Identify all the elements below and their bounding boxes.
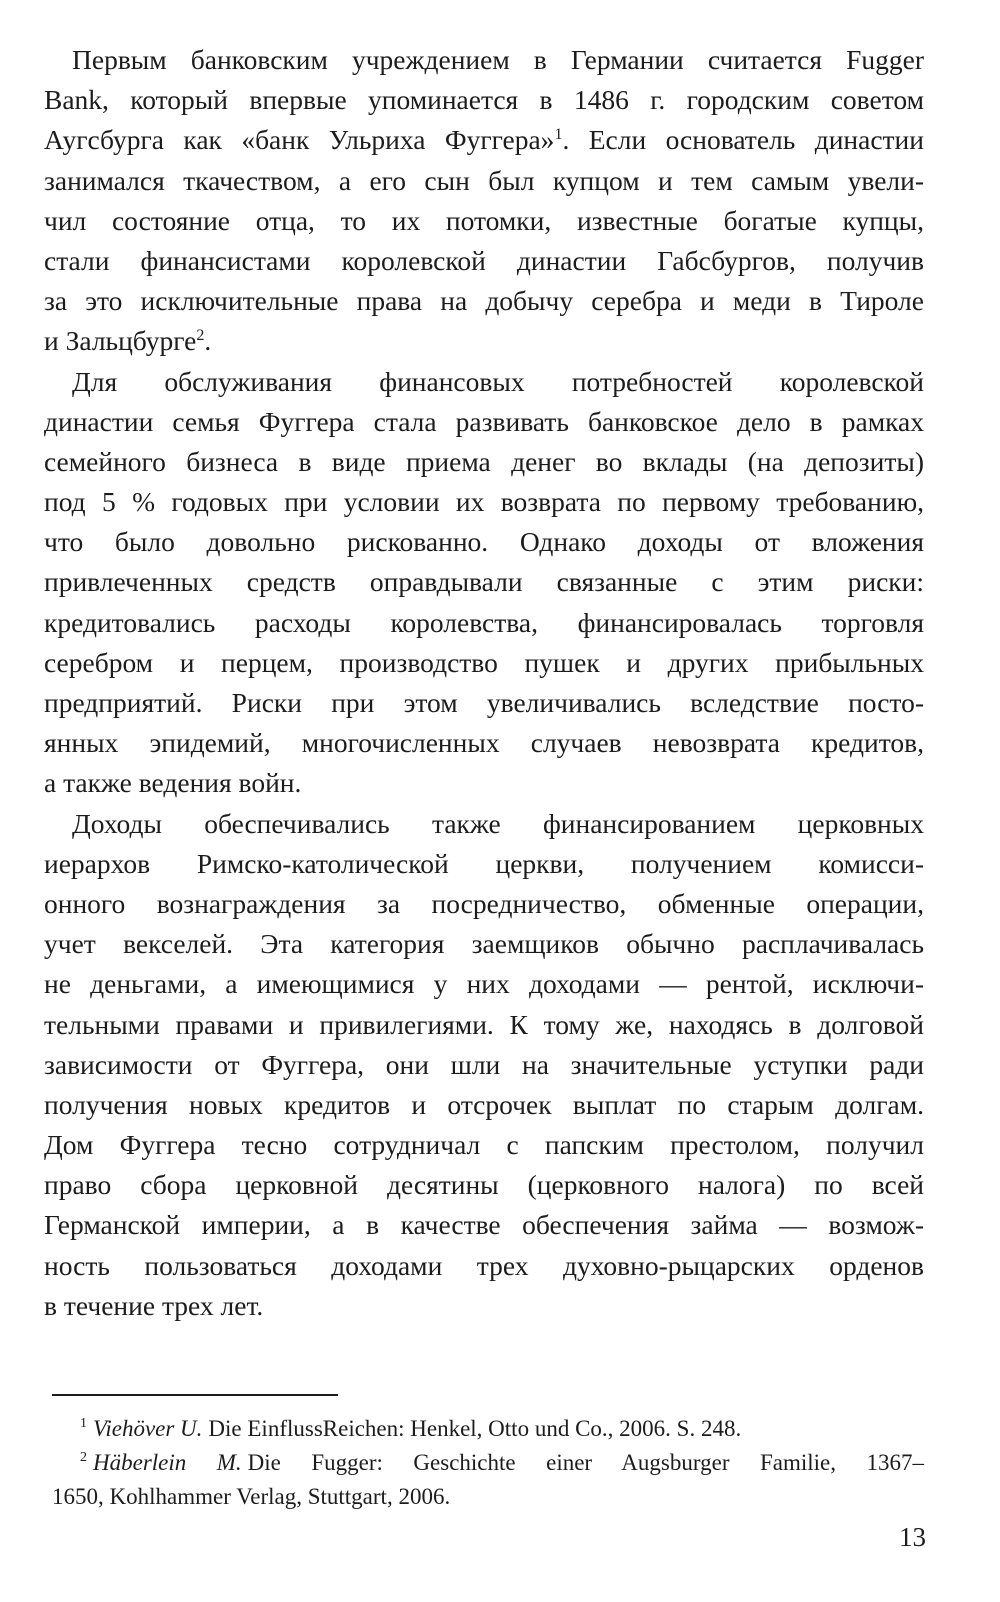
text-line: что было довольно рискованно. Однако доходы от вложения xyxy=(44,526,924,558)
text-line: учет векселей. Эта категория заемщиков обычно расплачивалась xyxy=(44,928,924,960)
text-line: Первым банковским учреждением в Германии считается Fugger xyxy=(72,44,924,75)
text-line: в течение трех лет. xyxy=(44,1289,264,1321)
text-line: онного вознаграждения за посредничество, обменные операции, xyxy=(44,887,924,919)
main-text xyxy=(44,40,924,1326)
text-line: янных эпидемий, многочисленных случаев невозврата кредитов, xyxy=(44,727,924,759)
text-line: Аугсбурга как «банк Ульриха Фуггера»$^1$. Если основатель династии xyxy=(44,124,924,156)
text-line: Дом Фуггера тесно сотрудничал с папским престолом, получил xyxy=(44,1129,924,1161)
footnote-1 xyxy=(52,1412,924,1446)
footnote-separator xyxy=(52,1394,338,1396)
text-line: Германской империи, а в качестве обеспечения займа — возмож- xyxy=(44,1209,924,1241)
footnote-ref: 1 xyxy=(554,126,563,144)
text-line: семейного бизнеса в виде приема денег во вклады (на депозиты) xyxy=(44,445,924,477)
text-line: Доходы обеспечивались также финансированием церковных xyxy=(72,807,924,839)
footnote-2-continued: 1650, Kohlhammer Verlag, Stuttgart, 2006. xyxy=(52,1484,451,1509)
text-line: тельными правами и привилегиями. К тому же, находясь в долговой xyxy=(44,1008,924,1040)
text-line: и Зальцбурге$^2$. xyxy=(44,325,212,357)
text-line: а также ведения войн. xyxy=(44,767,302,799)
text-line: ность пользоваться доходами трех духовно-рыцарских орденов xyxy=(44,1249,924,1281)
footnote-text: Die Fugger: Geschichte einer Augsburger Familie, 1367– xyxy=(247,1450,924,1475)
text-line: династии семья Фуггера стала развивать банковское дело в рамках xyxy=(44,405,924,437)
text-line: стали финансистами королевской династии Габсбургов, получив xyxy=(44,244,924,276)
paragraph-1 xyxy=(44,40,924,362)
text-line: Bank, который впервые упоминается в 1486 г. городским советом xyxy=(44,84,924,116)
text-line: зависимости от Фуггера, они шли на значительные уступки ради xyxy=(44,1048,924,1080)
footnotes xyxy=(52,1412,924,1514)
text-line: под 5 % годовых при условии их возврата по первому требованию, xyxy=(44,486,924,518)
text-line: занимался ткачеством, а его сын был купцом и тем самым увели- xyxy=(44,164,924,196)
paragraph-3 xyxy=(44,804,924,1326)
text-line: чил состояние отца, то их потомки, известные богатые купцы, xyxy=(44,204,924,236)
footnote-mark: 1 xyxy=(80,1416,87,1432)
text-line: серебром и перцем, производство пушек и других прибыльных xyxy=(44,646,924,678)
text-line: право сбора церковной десятины (церковного налога) по всей xyxy=(44,1169,924,1201)
text-line: предприятий. Риски при этом увеличивались вследствие посто- xyxy=(44,687,924,718)
text-line: получения новых кредитов и отсрочек выплат по старым долгам. xyxy=(44,1088,924,1120)
text-segment: Если основатель династии xyxy=(588,124,924,156)
page-number: 13 xyxy=(899,1522,926,1552)
footnote-2 xyxy=(52,1446,924,1480)
text-line: иерархов Римско-католической церкви, получением комисси- xyxy=(44,847,924,879)
paragraph-2 xyxy=(44,362,924,804)
footnote-ref: 2 xyxy=(196,327,205,345)
footnote-author: Viehöver U. xyxy=(93,1416,203,1441)
text-segment: и Зальцбурге xyxy=(44,325,197,357)
text-line: привлеченных средств оправдывали связанные с этим риски: xyxy=(44,566,924,598)
text-segment: Аугсбурга как «банк Ульриха Фуггера» xyxy=(44,124,555,156)
text-line: кредитовались расходы королевства, финансировалась торговля xyxy=(44,606,924,638)
footnote-author: Häberlein M. xyxy=(93,1450,242,1475)
text-line: за это исключительные права на добычу серебра и меди в Тироле xyxy=(44,285,924,317)
text-line: Для обслуживания финансовых потребностей королевской xyxy=(72,365,924,397)
footnote-text: Die EinflussReichen: Henkel, Otto und Co., 2006. S. 248. xyxy=(208,1416,742,1441)
footnote-mark: 2 xyxy=(80,1450,87,1466)
text-line: не деньгами, а имеющимися у них доходами — рентой, исключи- xyxy=(44,968,924,1000)
